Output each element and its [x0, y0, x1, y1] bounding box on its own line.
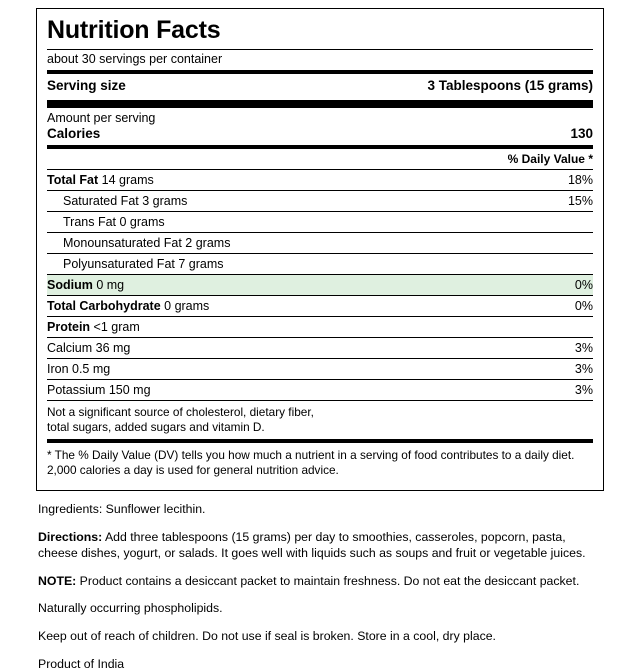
- not-significant-line-2: total sugars, added sugars and vitamin D.: [47, 420, 265, 434]
- not-significant-note: [47, 401, 593, 439]
- ingredients-text: Ingredients: Sunflower lecithin.: [38, 501, 602, 518]
- nutrient-row: [47, 191, 593, 211]
- directions-label: Directions:: [38, 530, 102, 544]
- serving-size-divider: [47, 100, 593, 108]
- nutrient-daily-value: 15%: [568, 194, 593, 208]
- nutrient-name: Total Fat 14 grams: [47, 173, 154, 187]
- warning-text: Keep out of reach of children. Do not use if seal is broken. Store in a cool, dry place.: [38, 628, 602, 645]
- note-label: NOTE:: [38, 574, 76, 588]
- nutrient-name: Total Carbohydrate 0 grams: [47, 299, 209, 313]
- amount-per-serving-label: Amount per serving: [47, 111, 155, 127]
- calories-row: [47, 108, 593, 146]
- nutrient-name: Sodium 0 mg: [47, 278, 124, 292]
- calories-value: 130: [570, 126, 593, 143]
- serving-size-value: 3 Tablespoons (15 grams): [427, 78, 593, 93]
- daily-value-header-text: % Daily Value *: [508, 152, 593, 166]
- daily-value-footnote: * The % Daily Value (DV) tells you how much a nutrient in a serving of food contributes to a daily diet. 2,000 calories a day is used for general nutrition advice.: [47, 443, 593, 481]
- servings-per-container: about 30 servings per container: [47, 50, 593, 70]
- nutrient-row: [47, 296, 593, 316]
- nutrient-row: [47, 212, 593, 232]
- not-significant-line-1: Not a significant source of cholesterol, dietary fiber,: [47, 405, 314, 419]
- nutrient-row: [47, 317, 593, 337]
- nutrient-list: [47, 170, 593, 401]
- daily-value-header: [47, 149, 593, 169]
- note-body: Product contains a desiccant packet to maintain freshness. Do not eat the desiccant packet.: [76, 574, 579, 588]
- nutrient-row: [47, 233, 593, 253]
- nutrient-name: Polyunsaturated Fat 7 grams: [47, 257, 224, 271]
- nutrient-row: [47, 170, 593, 190]
- directions-body: Add three tablespoons (15 grams) per day to smoothies, casseroles, popcorn, pasta, cheese dishes, yogurt, or salads. It goes well with liquids such as soups and fruit or vegetable juices.: [38, 530, 586, 561]
- nutrition-facts-panel: [36, 8, 604, 491]
- nutrient-daily-value: 3%: [575, 341, 593, 355]
- nutrient-name: Iron 0.5 mg: [47, 362, 110, 376]
- nutrient-daily-value: 3%: [575, 383, 593, 397]
- calories-labels: [47, 111, 155, 144]
- nutrient-name: Protein <1 gram: [47, 320, 140, 334]
- origin-text: Product of India: [38, 656, 602, 672]
- supplement-text-block: [36, 491, 604, 672]
- note-text: [38, 573, 602, 590]
- nutrient-row: [47, 275, 593, 295]
- nutrient-name: Monounsaturated Fat 2 grams: [47, 236, 230, 250]
- phospholipids-text: Naturally occurring phospholipids.: [38, 600, 602, 617]
- page-title: Nutrition Facts: [47, 17, 593, 45]
- serving-size-row: [47, 74, 593, 97]
- serving-size-label: Serving size: [47, 78, 126, 93]
- directions-text: [38, 529, 602, 562]
- nutrient-daily-value: 0%: [575, 299, 593, 313]
- nutrient-row: [47, 338, 593, 358]
- nutrient-name: Calcium 36 mg: [47, 341, 130, 355]
- nutrient-row: [47, 359, 593, 379]
- nutrient-name: Trans Fat 0 grams: [47, 215, 165, 229]
- nutrient-name: Potassium 150 mg: [47, 383, 151, 397]
- nutrient-daily-value: 3%: [575, 362, 593, 376]
- nutrient-daily-value: 18%: [568, 173, 593, 187]
- calories-label: Calories: [47, 126, 155, 143]
- nutrient-daily-value: 0%: [575, 278, 593, 292]
- nutrient-row: [47, 254, 593, 274]
- nutrient-row: [47, 380, 593, 400]
- nutrient-name: Saturated Fat 3 grams: [47, 194, 187, 208]
